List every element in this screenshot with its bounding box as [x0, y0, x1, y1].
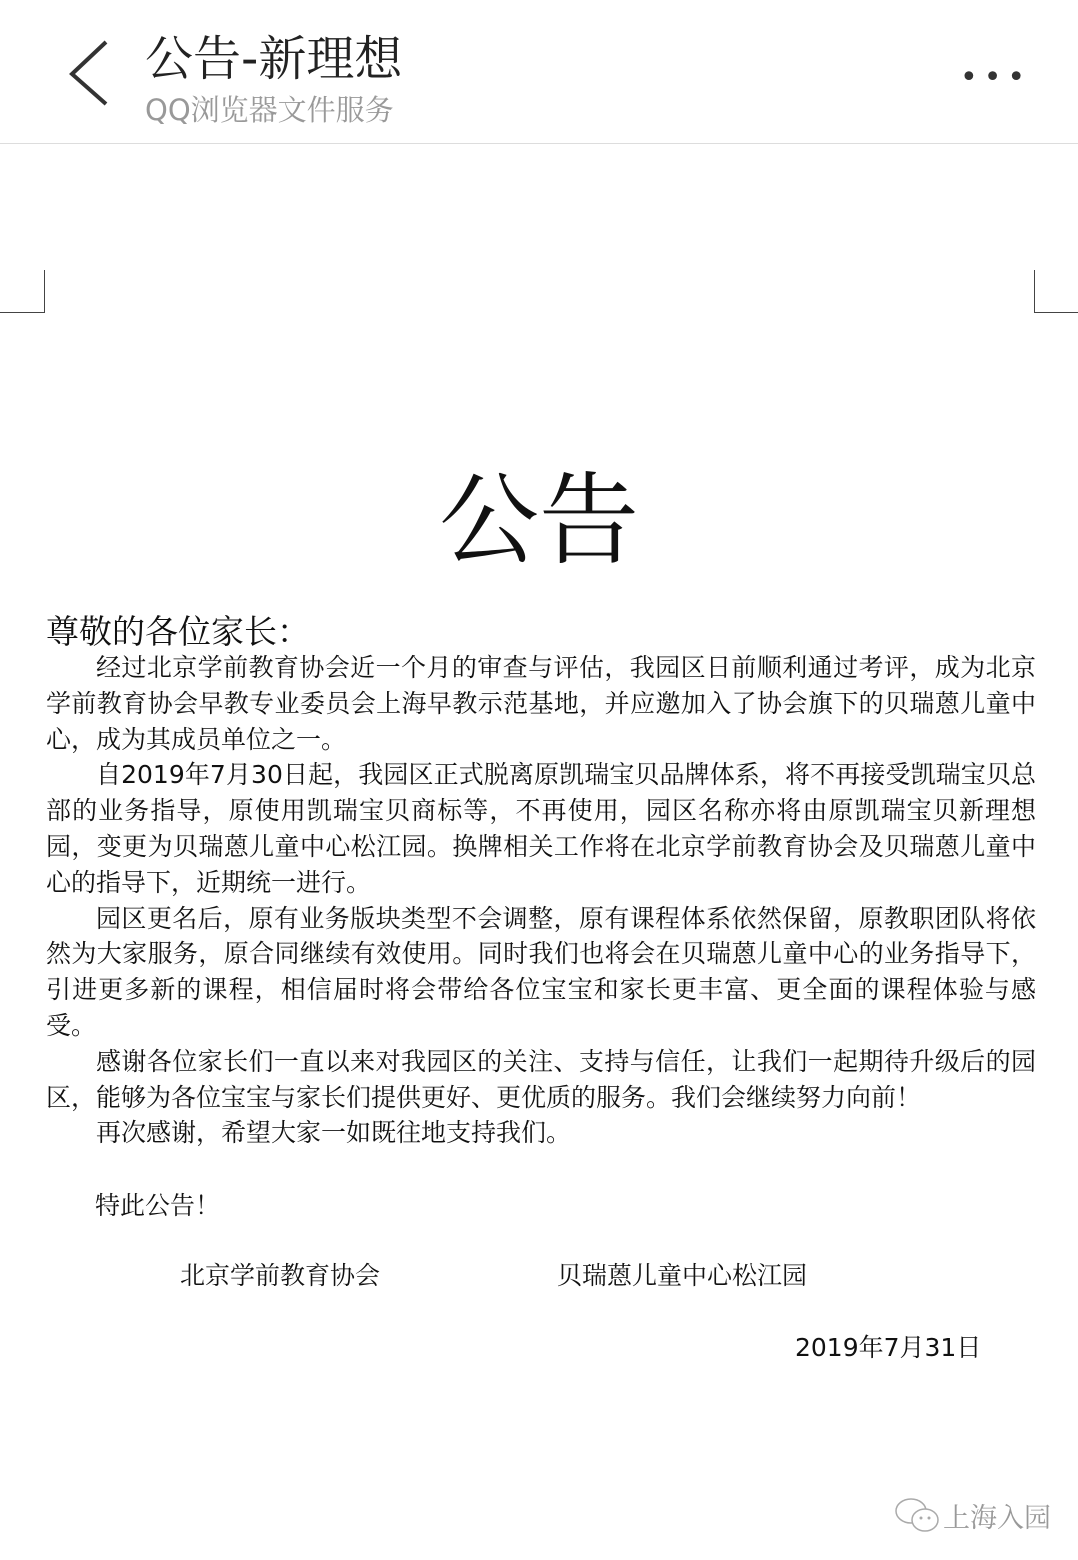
text-line: 引进更多新的课程，相信届时将会带给各位宝宝和家长更丰富、更全面的课程体验与感	[46, 975, 1036, 1005]
text-line: 区，能够为各位宝宝与家长们提供更好、更优质的服务。我们会继续努力向前！	[46, 1082, 922, 1112]
wechat-icon	[893, 1495, 943, 1535]
text-line: 园，变更为贝瑞蒽儿童中心松江园。换牌相关工作将在北京学前教育协会及贝瑞蒽儿童中	[46, 831, 1036, 861]
page-corner-mark	[0, 270, 45, 313]
signatory: 贝瑞蒽儿童中心松江园	[557, 1261, 808, 1290]
text-line: 心，成为其成员单位之一。	[46, 724, 347, 754]
text-line: 受。	[46, 1010, 97, 1040]
text-line: 部的业务指导，原使用凯瑞宝贝商标等，不再使用，园区名称亦将由原凯瑞宝贝新理想	[46, 796, 1036, 826]
document-heading: 公告	[439, 462, 639, 579]
signatory: 北京学前教育协会	[180, 1261, 381, 1290]
text-line: 经过北京学前教育协会近一个月的审查与评估，我园区日前顺利通过考评，成为北京	[96, 653, 1036, 682]
text-line: 再次感谢，希望大家一如既往地支持我们。	[96, 1118, 572, 1148]
watermark-text: 上海入园	[943, 1502, 1051, 1534]
page-corner-mark	[1034, 270, 1078, 313]
text-line: 学前教育协会早教专业委员会上海早教示范基地，并应邀加入了协会旗下的贝瑞蒽儿童中	[46, 688, 1036, 718]
greeting: 尊敬的各位家长：	[46, 612, 310, 651]
text-line: 感谢各位家长们一直以来对我园区的关注、支持与信任，让我们一起期待升级后的园	[96, 1046, 1036, 1076]
text-line: 心的指导下，近期统一进行。	[46, 867, 372, 897]
document-date: 2019年7月31日	[795, 1333, 982, 1362]
page-subtitle: QQ浏览器文件服务	[145, 93, 394, 127]
chevron-left-icon	[62, 38, 122, 108]
page-title: 公告-新理想	[145, 31, 403, 87]
text-line: 园区更名后，原有业务版块类型不会调整，原有课程体系依然保留，原教职团队将依	[96, 903, 1036, 933]
watermark	[893, 1495, 1051, 1535]
document-body	[46, 650, 1036, 1151]
text-line: 然为大家服务，原合同继续有效使用。同时我们也将会在贝瑞蒽儿童中心的业务指导下，	[46, 939, 1036, 969]
more-menu-button[interactable]: •••	[960, 60, 1032, 95]
back-button[interactable]	[62, 38, 122, 108]
top-bar	[0, 0, 1078, 144]
text-line: 自2019年7月30日起，我园区正式脱离原凯瑞宝贝品牌体系，将不再接受凯瑞宝贝总	[96, 760, 1036, 790]
notice-closing: 特此公告！	[95, 1191, 221, 1220]
